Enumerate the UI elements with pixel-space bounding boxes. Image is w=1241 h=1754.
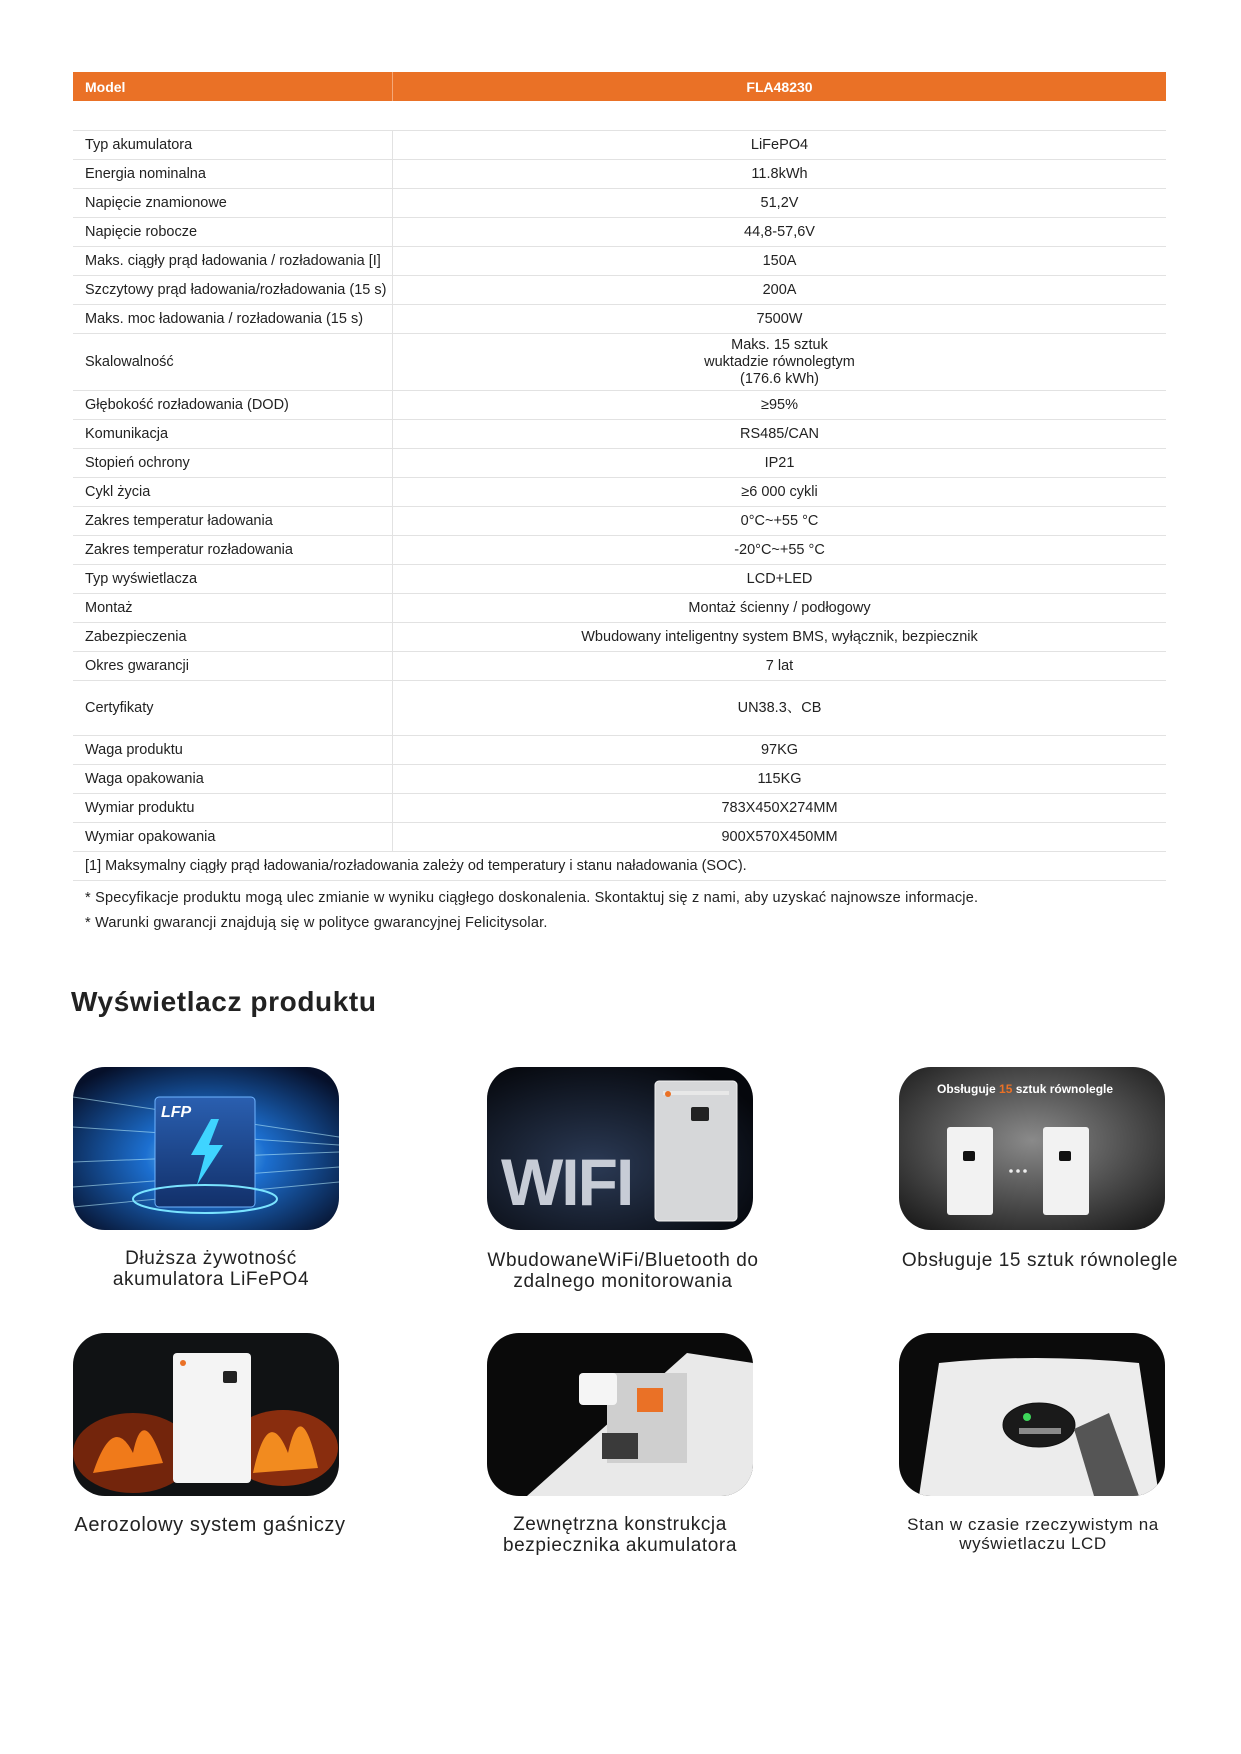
spec-value: 44,8-57,6V bbox=[393, 218, 1167, 247]
caption-line: bezpiecznika akumulatora bbox=[502, 1535, 738, 1556]
spec-value: 7500W bbox=[393, 305, 1167, 334]
spec-label: Napięcie robocze bbox=[73, 218, 393, 247]
spec-value-line: wuktadzie równolegtym bbox=[704, 353, 855, 370]
footnote: [1] Maksymalny ciągły prąd ładowania/rozładowania zależy od temperatury i stanu naładowania (SOC). bbox=[73, 852, 1166, 881]
spec-label: Typ akumulatora bbox=[73, 131, 393, 160]
spec-row bbox=[73, 305, 1166, 334]
fuse-design-image bbox=[487, 1333, 753, 1496]
spec-value: 115KG bbox=[393, 765, 1167, 794]
spec-value: RS485/CAN bbox=[393, 420, 1167, 449]
spec-value: 97KG bbox=[393, 736, 1167, 765]
spec-value: 900X570X450MM bbox=[393, 823, 1167, 852]
spec-row bbox=[73, 276, 1166, 305]
spec-value-line: Maks. 15 sztuk bbox=[731, 336, 828, 353]
spec-value bbox=[393, 334, 1167, 391]
spec-label: Wymiar produktu bbox=[73, 794, 393, 823]
spec-label: Szczytowy prąd ładowania/rozładowania (15 s) bbox=[73, 276, 393, 305]
note-spec-change: * Specyfikacje produktu mogą ulec zmianie w wyniku ciągłego doskonalenia. Skontaktuj się z nami, aby uzyskać najnowsze informacje. bbox=[85, 890, 979, 906]
spec-label: Maks. moc ładowania / rozładowania (15 s) bbox=[73, 305, 393, 334]
caption-line: Aerozolowy system gaśniczy bbox=[74, 1514, 346, 1536]
spec-label: Skalowalność bbox=[73, 334, 393, 391]
spec-row bbox=[73, 536, 1166, 565]
spec-label: Stopień ochrony bbox=[73, 449, 393, 478]
spec-value: 7 lat bbox=[393, 652, 1167, 681]
spec-value: 0°C~+55 °C bbox=[393, 507, 1167, 536]
spec-label: Energia nominalna bbox=[73, 160, 393, 189]
parallel-text-num: 15 bbox=[999, 1082, 1013, 1096]
spec-row bbox=[73, 823, 1166, 852]
spec-value: ≥95% bbox=[393, 391, 1167, 420]
caption-line: wyświetlaczu LCD bbox=[959, 1534, 1107, 1553]
feature-caption-lcd bbox=[880, 1515, 1186, 1553]
svg-text:Obsługuje 15 sztuk równolegle bbox=[937, 1082, 1113, 1096]
spec-label: Wymiar opakowania bbox=[73, 823, 393, 852]
spec-row bbox=[73, 507, 1166, 536]
spec-row bbox=[73, 334, 1166, 391]
spec-body bbox=[73, 101, 1166, 852]
caption-line: zdalnego monitorowania bbox=[513, 1271, 733, 1292]
spec-label: Typ wyświetlacza bbox=[73, 565, 393, 594]
spec-row bbox=[73, 594, 1166, 623]
spec-value: Montaż ścienny / podłogowy bbox=[393, 594, 1167, 623]
spec-row bbox=[73, 160, 1166, 189]
caption-line: Stan w czasie rzeczywistym na bbox=[907, 1515, 1159, 1534]
lfp-battery-image bbox=[73, 1067, 339, 1230]
spec-row bbox=[73, 478, 1166, 507]
caption-line: Zewnętrzna konstrukcja bbox=[513, 1514, 727, 1535]
spec-label: Waga produktu bbox=[73, 736, 393, 765]
spacer-row bbox=[73, 101, 1166, 131]
spec-row bbox=[73, 765, 1166, 794]
spec-row bbox=[73, 565, 1166, 594]
spec-label: Certyfikaty bbox=[73, 681, 393, 736]
wifi-label: WIFI bbox=[501, 1145, 633, 1219]
spec-value: 11.8kWh bbox=[393, 160, 1167, 189]
spec-row bbox=[73, 189, 1166, 218]
spec-label: Okres gwarancji bbox=[73, 652, 393, 681]
parallel-image bbox=[899, 1067, 1165, 1230]
spec-row bbox=[73, 794, 1166, 823]
feature-caption-parallel bbox=[880, 1250, 1200, 1271]
spec-label: Cykl życia bbox=[73, 478, 393, 507]
lcd-display-image bbox=[899, 1333, 1165, 1496]
spec-label: Komunikacja bbox=[73, 420, 393, 449]
section-title: Wyświetlacz produktu bbox=[71, 986, 377, 1017]
spec-value: LiFePO4 bbox=[393, 131, 1167, 160]
feature-caption-fuse bbox=[470, 1514, 770, 1556]
spec-label: Maks. ciągły prąd ładowania / rozładowania [I] bbox=[73, 247, 393, 276]
spec-row bbox=[73, 247, 1166, 276]
spec-header-row bbox=[73, 72, 1166, 101]
spec-value: 783X450X274MM bbox=[393, 794, 1167, 823]
model-value: FLA48230 bbox=[393, 72, 1167, 101]
spec-table bbox=[73, 72, 1166, 881]
spec-row bbox=[73, 218, 1166, 247]
caption-line: akumulatora LiFePO4 bbox=[112, 1269, 310, 1290]
spec-value: IP21 bbox=[393, 449, 1167, 478]
spec-row bbox=[73, 652, 1166, 681]
spec-value: UN38.3、CB bbox=[393, 681, 1167, 736]
spec-row bbox=[73, 131, 1166, 160]
spec-value: ≥6 000 cykli bbox=[393, 478, 1167, 507]
spec-row bbox=[73, 623, 1166, 652]
wifi-image bbox=[487, 1067, 753, 1230]
feature-caption-fire bbox=[55, 1515, 365, 1536]
spec-row bbox=[73, 391, 1166, 420]
lfp-label: LFP bbox=[161, 1104, 192, 1121]
spec-value: 150A bbox=[393, 247, 1167, 276]
caption-line: Obsługuje 15 sztuk równolegle bbox=[901, 1250, 1179, 1271]
spec-row bbox=[73, 420, 1166, 449]
spec-value: 200A bbox=[393, 276, 1167, 305]
spec-row bbox=[73, 681, 1166, 736]
spec-value: -20°C~+55 °C bbox=[393, 536, 1167, 565]
spec-label: Zakres temperatur rozładowania bbox=[73, 536, 393, 565]
spec-value: Wbudowany inteligentny system BMS, wyłącznik, bezpiecznik bbox=[393, 623, 1167, 652]
spec-label: Głębokość rozładowania (DOD) bbox=[73, 391, 393, 420]
caption-line: WbudowaneWiFi/Bluetooth do bbox=[487, 1250, 759, 1271]
spec-value-line: (176.6 kWh) bbox=[740, 370, 819, 387]
caption-line: Dłuższa żywotność bbox=[125, 1248, 297, 1269]
spec-label: Zakres temperatur ładowania bbox=[73, 507, 393, 536]
model-label: Model bbox=[73, 72, 393, 101]
notes bbox=[85, 886, 978, 936]
spec-label: Montaż bbox=[73, 594, 393, 623]
feature-caption-wifi bbox=[458, 1250, 788, 1292]
parallel-text-a: Obsługuje bbox=[937, 1082, 1000, 1096]
parallel-text-b: sztuk równolegle bbox=[1012, 1082, 1114, 1096]
spec-label: Waga opakowania bbox=[73, 765, 393, 794]
spec-row bbox=[73, 449, 1166, 478]
spec-label: Napięcie znamionowe bbox=[73, 189, 393, 218]
spec-row bbox=[73, 736, 1166, 765]
spec-value: 51,2V bbox=[393, 189, 1167, 218]
footnote-row bbox=[73, 852, 1166, 881]
spec-label: Zabezpieczenia bbox=[73, 623, 393, 652]
note-warranty: * Warunki gwarancji znajdują się w polityce gwarancyjnej Felicitysolar. bbox=[85, 915, 548, 931]
fire-suppression-image bbox=[73, 1333, 339, 1496]
spec-value: LCD+LED bbox=[393, 565, 1167, 594]
feature-caption-lifespan bbox=[73, 1248, 349, 1290]
